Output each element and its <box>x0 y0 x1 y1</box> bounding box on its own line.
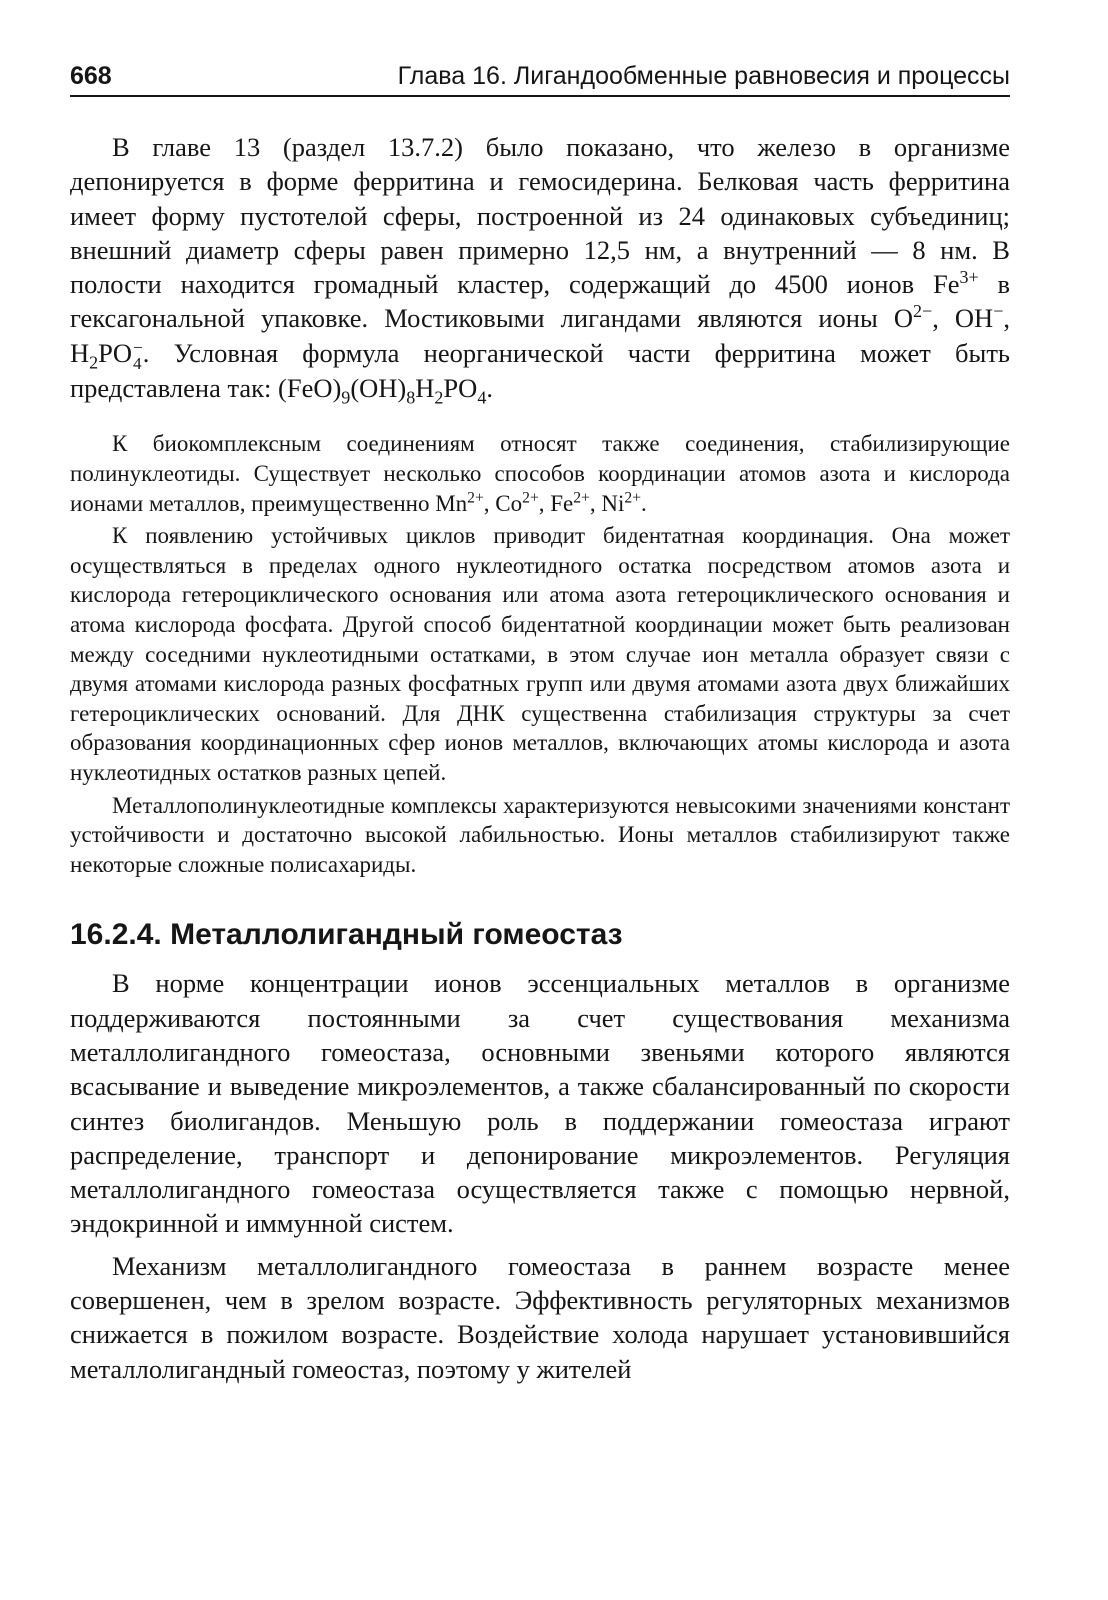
superscript: − <box>993 301 1004 322</box>
paragraph-age-mechanism: Механизм металлолигандного гомеостаза в раннем возрасте менее совершенен, чем в зрелом возрасте. Эффективность регуляторных механизмов снижается в пожилом возрасте. Воздействие холода нарушает установившийся металлолигандный гомеостаз, поэтому у жителей <box>70 1250 1010 1384</box>
page-number: 668 <box>70 62 112 90</box>
subscript: 9 <box>341 387 351 408</box>
subscript: 4 <box>477 387 487 408</box>
book-page <box>70 60 1010 1386</box>
superscript: 2+ <box>522 489 539 507</box>
text-segment: К биокомплексным соединениям относят также соединения, стабилизирующие полинуклеотиды. Существует несколько способов координации атомов азота и кислорода ионами металлов, преимущественно Mn <box>70 431 1010 516</box>
superscript: 3+ <box>959 267 979 288</box>
text-segment: . <box>641 490 647 516</box>
text-segment: , Co <box>483 490 523 516</box>
text-segment: (OH) <box>350 373 407 404</box>
superscript: 2+ <box>467 489 484 507</box>
paragraph-biocomplexes <box>70 429 1010 518</box>
superscript: 2− <box>913 301 933 322</box>
section-heading: 16.2.4. Металлолигандный гомеостаз <box>70 918 623 952</box>
subscript: 4 <box>133 353 142 373</box>
text-segment: , H <box>70 303 1010 368</box>
subscript: 2 <box>89 352 99 373</box>
text-segment: , Ni <box>589 490 625 516</box>
text-segment: В главе 13 (раздел 13.7.2) было показано, что железо в организме депонируется в форме ферритина и гемосидерина. Белковая часть ферритина имеет форму пустотелой сферы, построенной из 24 одинаковых субъединиц; внешний диаметр сферы равен примерно 12,5 нм, а внутренний — 8 нм. В полости находится громадный кластер, содержащий до 4500 ионов Fe <box>70 132 1010 300</box>
text-segment: H <box>415 373 435 404</box>
ion-index <box>133 340 143 371</box>
subscript: 2 <box>434 387 444 408</box>
text-segment: . <box>486 373 493 404</box>
text-segment: . Условная формула неорганической части ферритина может быть представлена так: (FeO) <box>70 337 1010 404</box>
text-segment: в гексагональной упаковке. Мостиковыми лигандами являются ионы O <box>70 269 1010 334</box>
superscript: − <box>133 338 143 358</box>
subscript: 8 <box>406 387 416 408</box>
paragraph-homeostasis: В норме концентрации ионов эссенциальных металлов в организме поддерживаются постоянными за счет существования механизма металлолигандного гомеостаза, основными звеньями которого являются всасывание и выведение микроэлементов, а также сбалансированный по скорости синтез биолигандов. Меньшую роль в поддержании гомеостаза играют распределение, транспорт и депонирование микроэлементов. Регуляция металлолигандного гомеостаза осуществляется также с помощью нервной, эндокринной и иммунной систем. <box>70 968 1010 1239</box>
running-header <box>70 60 1010 97</box>
text-segment: PO <box>443 373 478 404</box>
paragraph-bidentate: К появлению устойчивых циклов приводит бидентатная координация. Она может осуществляться в пределах одного нуклеотидного остатка посредством атомов азота и кислорода гетероциклического основания или атома азота гетероциклического основания и атома кислорода фосфата. Другой способ бидентатной координации может быть реализован между соседними нуклеотидными остатками, в этом случае ион металла образует связи с двумя атомами кислорода разных фосфатных групп или двумя атомами азота двух ближайших гетероциклических оснований. Для ДНК существенна стабилизация структуры за счет образования координационных сфер ионов металлов, включающих атомы кислорода и азота нуклеотидных остатков разных цепей. <box>70 523 1010 786</box>
paragraph-metallopolynucleotides: Металлополинуклеотидные комплексы характеризуются невысокими значениями констант устойчивости и достаточно высокой лабильностью. Ионы металлов стабилизируют также некоторые сложные полисахариды. <box>70 792 1010 877</box>
text-segment: , OH <box>932 303 994 334</box>
superscript: 2+ <box>573 489 590 507</box>
chapter-title: Глава 16. Лигандообменные равновесия и процессы <box>397 62 1010 90</box>
text-segment: , Fe <box>538 490 574 516</box>
text-segment: PO <box>98 337 133 368</box>
paragraph-ferritin <box>70 130 1010 408</box>
superscript: 2+ <box>624 489 641 507</box>
